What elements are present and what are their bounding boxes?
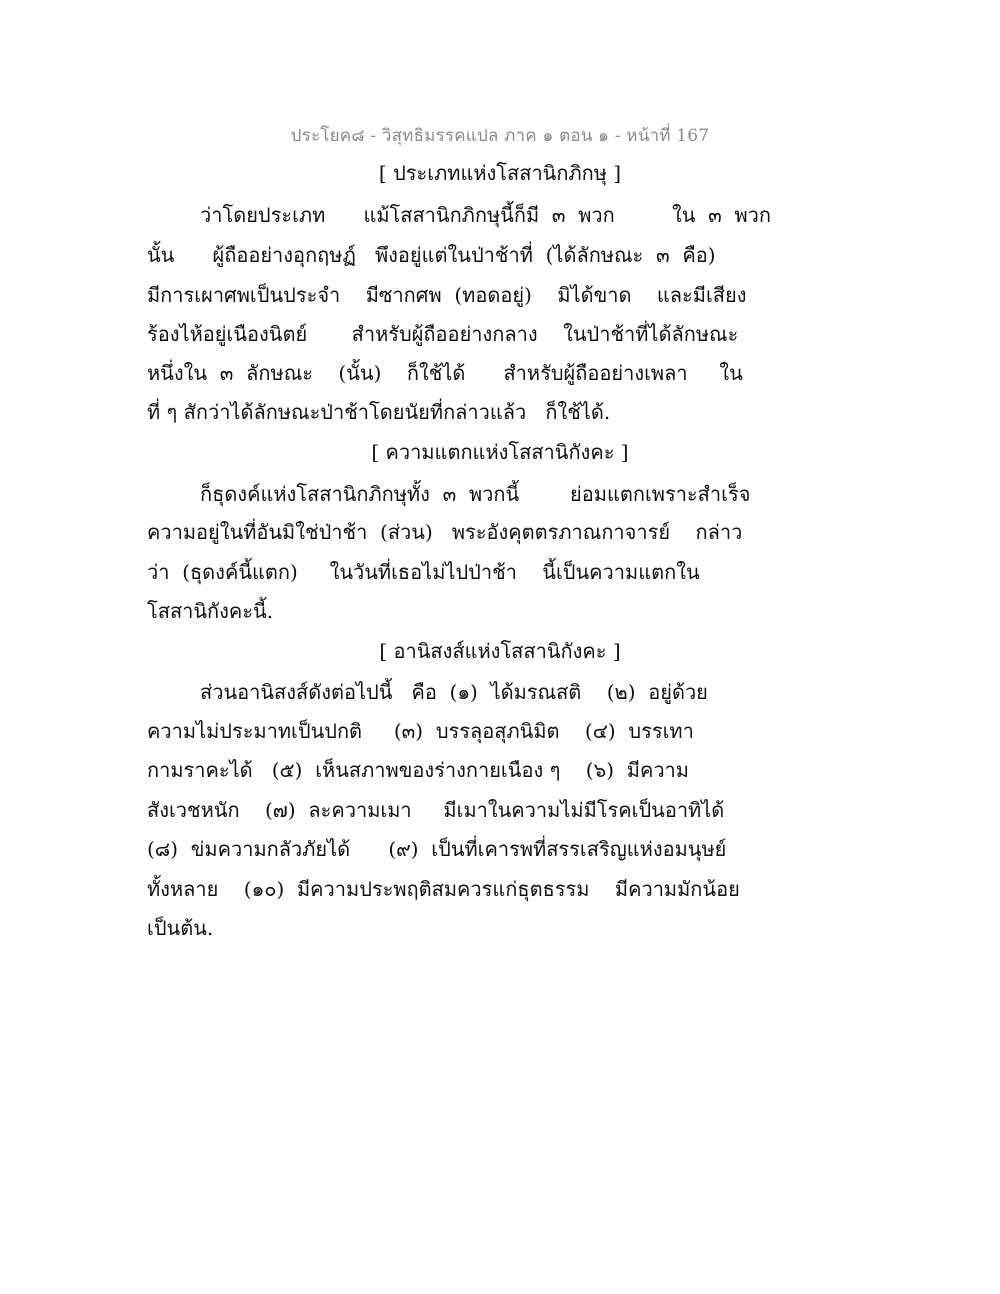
paragraph-line: ความไม่ประมาทเป็นปกติ (๓) บรรลุอสุภนิมิต (๔) บรรเทา (147, 719, 694, 743)
paragraph-line: ร้องไห้อยู่เนืองนิตย์ สำหรับผู้ถืออย่างกลาง ในป่าช้าที่ได้ลักษณะ (147, 322, 739, 346)
paragraph-line: มีการเผาศพเป็นประจำ มีซากศพ (ทอดอยู่) มิได้ขาด และมีเสียง (147, 283, 747, 307)
paragraph-line: สังเวชหนัก (๗) ละความเมา มีเมาในความไม่มีโรคเป็นอาทิได้ (147, 798, 725, 822)
paragraph-line: (๘) ข่มความกลัวภัยได้ (๙) เป็นที่เคารพที่สรรเสริญแห่งอมนุษย์ (147, 837, 727, 861)
paragraph-line: ส่วนอานิสงส์ดังต่อไปนี้ คือ (๑) ได้มรณสติ (๒) อยู่ด้วย (200, 680, 708, 704)
paragraph-line: เป็นต้น. (147, 916, 214, 940)
paragraph-line: นั้น ผู้ถืออย่างอุกฤษฏ์ พึงอยู่แต่ในป่าช้าที่ (ได้ลักษณะ ๓ คือ) (147, 243, 716, 267)
paragraph-line: โสสานิกังคะนี้. (147, 599, 274, 623)
running-header: ประโยค๘ - วิสุทธิมรรคแปล ภาค ๑ ตอน ๑ - หน้าที่ 167 (290, 126, 710, 146)
paragraph-line: ว่า (ธุดงค์นี้แตก) ในวันที่เธอไม่ไปป่าช้า นี้เป็นความแตกใน (147, 560, 700, 584)
paragraph-line: ที่ ๆ สักว่าได้ลักษณะป่าช้าโดยนัยที่กล่าวแล้ว ก็ใช้ได้. (147, 400, 611, 424)
section-heading: [ ประเภทแห่งโสสานิกภิกษุ ] (378, 161, 622, 185)
paragraph-line: ทั้งหลาย (๑๐) มีความประพฤติสมควรแก่ธุตธรรม มีความมักน้อย (147, 877, 740, 901)
section-heading: [ ความแตกแห่งโสสานิกังคะ ] (371, 440, 629, 464)
paragraph-line: ว่าโดยประเภท แม้โสสานิกภิกษุนี้ก็มี ๓ พวก ใน ๓ พวก (200, 203, 772, 227)
paragraph-line: ก็ธุดงค์แห่งโสสานิกภิกษุทั้ง ๓ พวกนี้ ย่อมแตกเพราะสำเร็จ (200, 482, 751, 506)
paragraph-line: กามราคะได้ (๕) เห็นสภาพของร่างกายเนือง ๆ (๖) มีความ (147, 758, 689, 782)
paragraph-line: หนึ่งใน ๓ ลักษณะ (นั้น) ก็ใช้ได้ สำหรับผู้ถืออย่างเพลา ใน (147, 361, 743, 385)
paragraph-line: ความอยู่ในที่อันมิใช่ป่าช้า (ส่วน) พระอังคุตตรภาณกาจารย์ กล่าว (147, 520, 743, 544)
section-heading: [ อานิสงส์แห่งโสสานิกังคะ ] (379, 639, 621, 663)
